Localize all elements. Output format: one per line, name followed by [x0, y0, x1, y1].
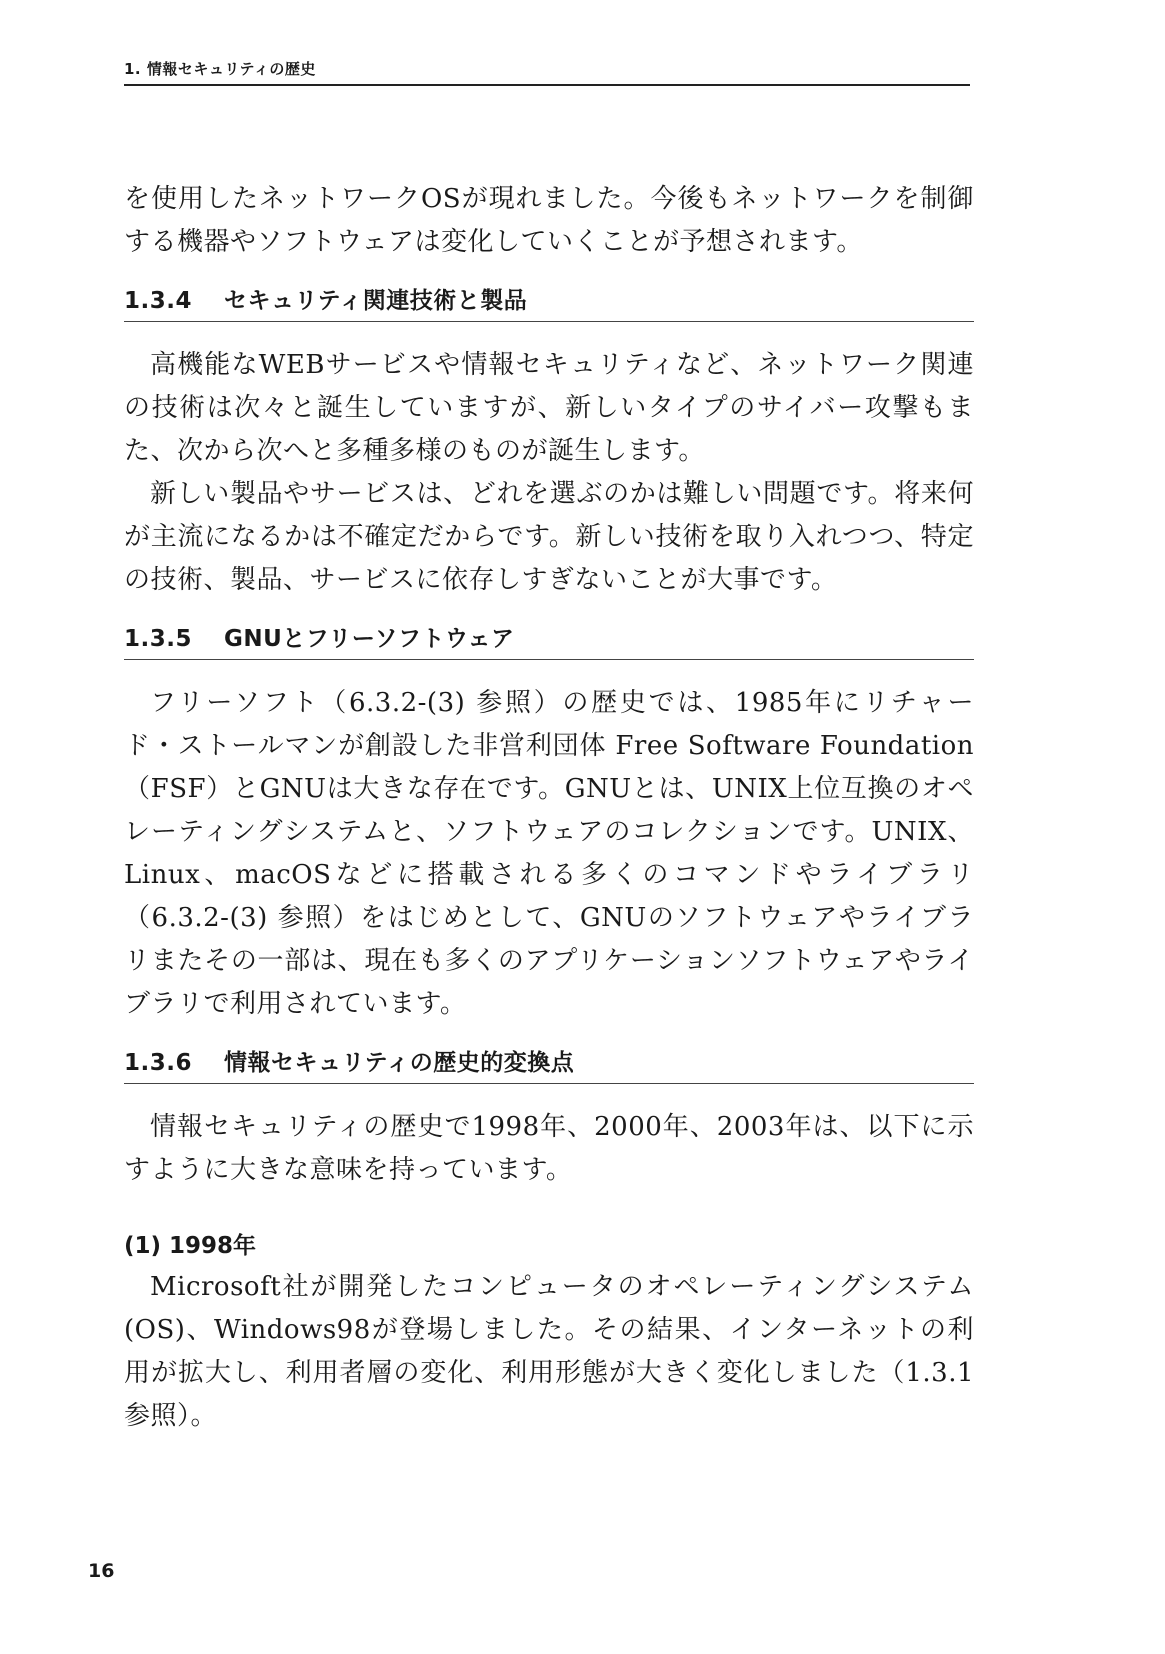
section-heading-1-3-4 — [124, 286, 974, 322]
section-number: 1.3.5 — [124, 626, 192, 652]
page-number: 16 — [88, 1560, 115, 1582]
section-title: GNUとフリーソフトウェア — [224, 626, 515, 652]
section-title: セキュリティ関連技術と製品 — [224, 288, 528, 314]
section-number: 1.3.4 — [124, 288, 192, 314]
section-number: 1.3.6 — [124, 1050, 192, 1076]
running-header — [124, 56, 970, 86]
section-heading-1-3-5 — [124, 624, 974, 660]
section-1-3-4-paragraph-1: 高機能なWEBサービスや情報セキュリティなど、ネットワーク関連の技術は次々と誕生していますが、新しいタイプのサイバー攻撃もまた、次から次へと多種多様のものが誕生します。 — [124, 350, 974, 466]
page-body — [124, 178, 974, 1438]
section-1-3-4-paragraph-2: 新しい製品やサービスは、どれを選ぶのかは難しい問題です。将来何が主流になるかは不確定だからです。新しい技術を取り入れつつ、特定の技術、製品、サービスに依存しすぎないことが大事です。 — [124, 479, 974, 595]
running-title: 1. 情報セキュリティの歴史 — [124, 60, 316, 78]
section-1-3-5-paragraph-1: フリーソフト（6.3.2-(3) 参照）の歴史では、1985年にリチャード・ストールマンが創設した非営利団体 Free Software Foundation（FSF）とGNUは大きな存在です。GNUとは、UNIX上位互換のオペレーティングシステムと、ソフトウェアのコレクションです。UNIX、Linux、macOSなどに搭載される多くのコマンドやライブラリ（6.3.2-(3) 参照）をはじめとして、GNUのソフトウェアやライブラリまたその一部は、現在も多くのアプリケーションソフトウェアやライブラリで利用されています。 — [124, 688, 974, 1019]
section-1-3-6-paragraph-1: 情報セキュリティの歴史で1998年、2000年、2003年は、以下に示すように大きな意味を持っています。 — [124, 1112, 974, 1185]
section-title: 情報セキュリティの歴史的変換点 — [224, 1050, 575, 1076]
intro-paragraph: を使用したネットワークOSが現れました。今後もネットワークを制御する機器やソフトウェアは変化していくことが予想されます。 — [124, 184, 974, 257]
section-heading-1-3-6 — [124, 1048, 974, 1084]
subsection-1998-paragraph: Microsoft社が開発したコンピュータのオペレーティングシステム (OS)、Windows98が登場しました。その結果、インターネットの利用が拡大し、利用者層の変化、利用形態が大きく変化しました（1.3.1 参照）。 — [124, 1272, 974, 1431]
subsection-heading-1998: (1) 1998年 — [124, 1233, 257, 1259]
